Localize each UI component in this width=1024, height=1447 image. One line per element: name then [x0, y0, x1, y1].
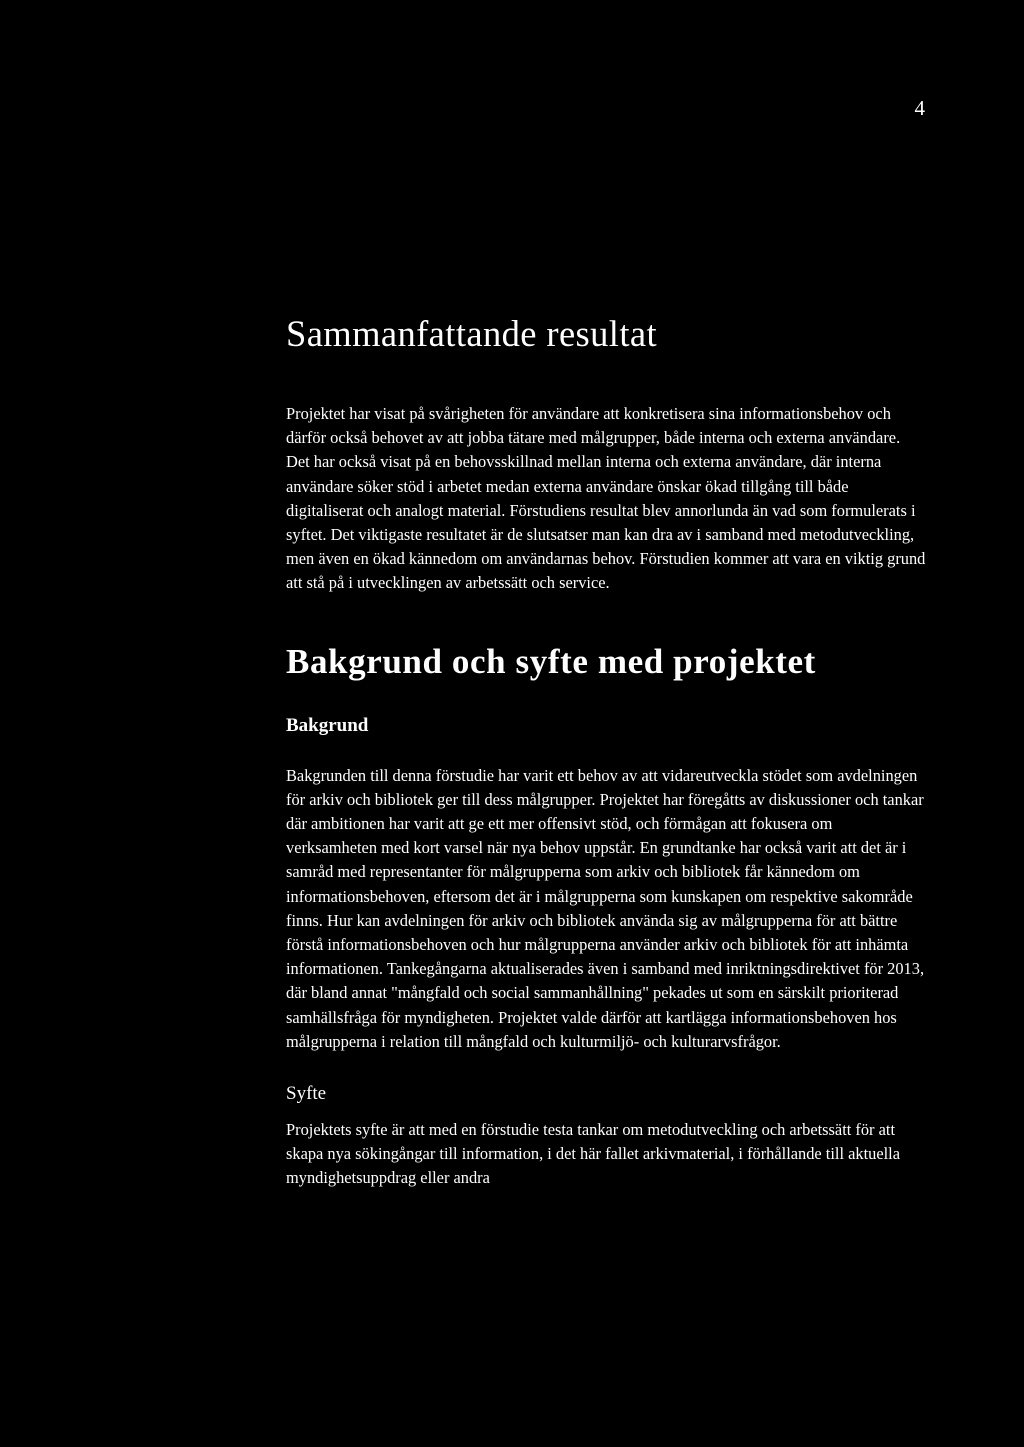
page-number: 4 — [914, 96, 925, 120]
background-subheading: Bakgrund — [286, 714, 369, 736]
background-paragraph: Bakgrunden till denna förstudie har varit ett behov av att vidareutveckla stödet som avdelningen för arkiv och bibliotek ger till dess målgrupper. Projektet har föregåtts av diskussioner och tankar där ambitionen har varit att ge ett mer offensivt stöd, och förmågan att fokusera om verksamheten med kort varsel när nya behov uppstår. En grundtanke har också varit att det är i samråd med representanter för målgrupperna som arkiv och bibliotek får kännedom om informationsbehoven, eftersom det är i målgrupperna som kunskapen om respektive sakområde finns. Hur kan avdelningen för arkiv och bibliotek använda sig av målgrupperna för att bättre förstå informationsbehoven och hur målgrupperna använder arkiv och bibliotek för att inhämta informationen. Tankegångarna aktualiserades även i samband med inriktningsdirektivet för 2013, där bland annat "mångfald och social sammanhållning" pekades ut som en särskilt prioriterad samhällsfråga för myndigheten. Projektet valde därför att kartlägga informationsbehoven hos målgrupperna i relation till mångfald och kulturmiljö- och kulturarvsfrågor. — [286, 765, 925, 1051]
purpose-subheading: Syfte — [286, 1083, 327, 1105]
background-purpose-heading: Bakgrund och syfte med projektet — [286, 641, 816, 681]
purpose-paragraph: Projektets syfte är att med en förstudie testa tankar om metodutveckling och arbetssätt för att skapa nya sökingångar till information, i det här fallet arkivmaterial, i förhållande till aktuella myndighetsuppdrag eller andra — [286, 1120, 900, 1188]
page-content — [286, 300, 926, 1191]
summary-heading: Sammanfattande resultat — [286, 313, 658, 354]
summary-paragraph: Projektet har visat på svårigheten för användare att konkretisera sina informationsbehov och därför också behovet av att jobba tätare med målgrupper, både interna och externa användare. Det har också visat på en behovsskillnad mellan interna och externa användare, där interna användare söker stöd i arbetet medan externa användare önskar ökad tillgång till både digitaliserat och analogt material. Förstudiens resultat blev annorlunda än vad som formulerats i syftet. Det viktigaste resultatet är de slutsatser man kan dra av i samband med metodutveckling, men även en ökad kännedom om användarnas behov. Förstudien kommer att vara en viktig grund att stå på i utvecklingen av arbetssätt och service. — [286, 404, 926, 593]
